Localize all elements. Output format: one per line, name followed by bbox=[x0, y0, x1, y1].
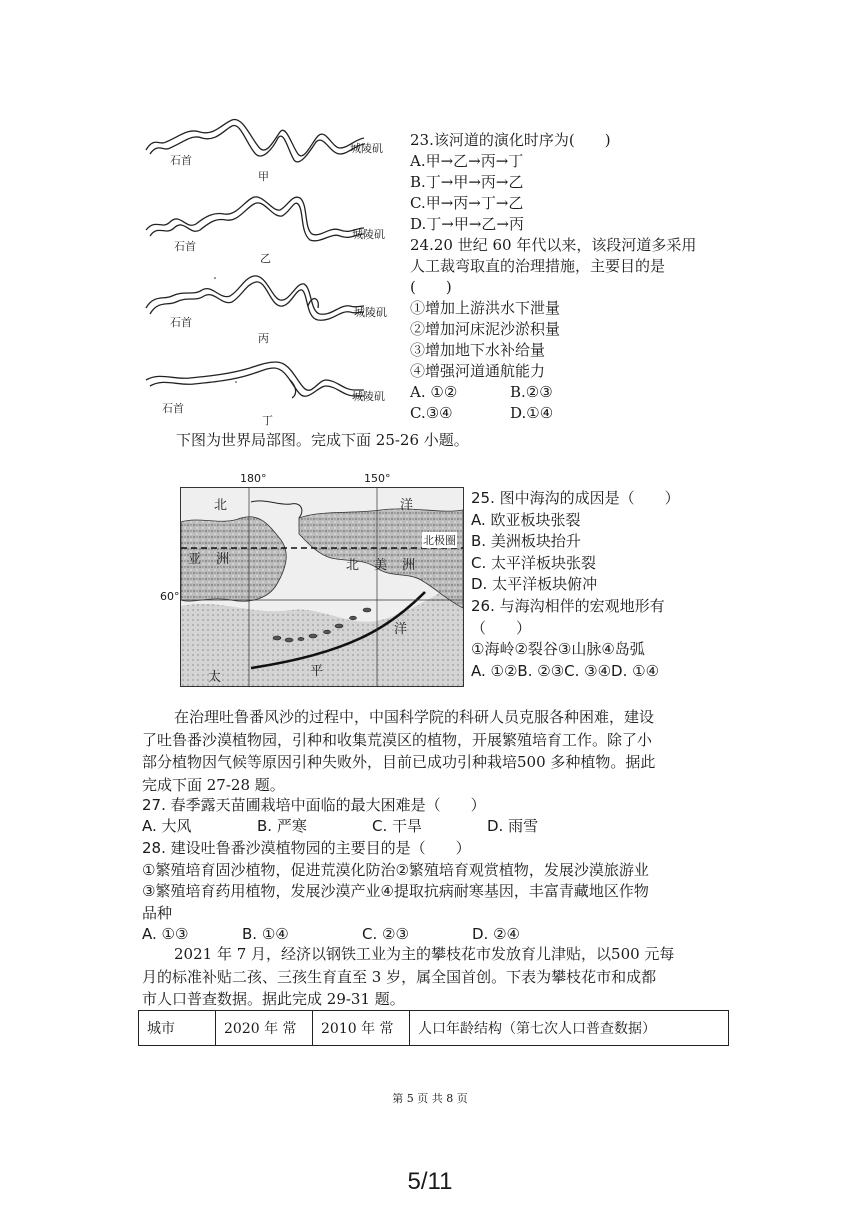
question-28 bbox=[142, 838, 649, 946]
river-channel-jia bbox=[146, 119, 364, 155]
map-place-label: 洲 bbox=[216, 552, 230, 567]
longitude-label: 150° bbox=[364, 472, 391, 485]
map-place-label: 美 bbox=[374, 558, 388, 573]
option-d: D.丁→甲→乙→丙 bbox=[410, 215, 524, 233]
map-place-label: 洋 bbox=[400, 498, 414, 513]
statement-item: ①增加上游洪水下泄量 bbox=[410, 299, 561, 317]
option-a: A.甲→乙→丙→丁 bbox=[410, 152, 524, 170]
statement-line: 品种 bbox=[142, 903, 173, 922]
option-b: B. 严寒 bbox=[257, 817, 307, 835]
panel-label-bing: 丙 bbox=[258, 332, 269, 345]
panel-label-ding: 丁 bbox=[262, 414, 273, 427]
question-stem: 25. 图中海沟的成因是（ ） bbox=[471, 489, 680, 507]
river-diagram bbox=[140, 118, 405, 430]
arctic-circle-label: 北极圈 bbox=[423, 534, 456, 547]
table-header-cell: 2010 年 常 bbox=[313, 1011, 410, 1046]
options-row bbox=[410, 403, 696, 424]
option-c: C. ②③ bbox=[362, 925, 409, 943]
question-stem: 27. 春季露天苗圃栽培中面临的最大困难是（ ） bbox=[142, 796, 486, 814]
option-c: C.③④ bbox=[410, 404, 453, 422]
panzhihua-passage bbox=[142, 943, 732, 1011]
panel-label-yi: 乙 bbox=[260, 252, 271, 265]
question-25 bbox=[471, 488, 680, 596]
longitude-label: 180° bbox=[240, 472, 267, 485]
question-stem-line: ( ) bbox=[410, 278, 452, 296]
option-c: C. 干旱 bbox=[372, 817, 423, 835]
passage-line: 了吐鲁番沙漠植物园，引种和收集荒漠区的植物，开展繁殖培育工作。除了小 bbox=[142, 730, 653, 749]
river-end-label: 城陵矶 bbox=[354, 306, 387, 319]
question-24 bbox=[410, 235, 696, 424]
passage-line: 部分植物因气候等原因引种失败外，目前已成功引种栽培500 多种植物。据此 bbox=[142, 753, 656, 771]
map-graphic bbox=[181, 488, 463, 686]
statement-item: ②增加河床泥沙淤积量 bbox=[410, 320, 561, 338]
statement-item: ④增强河道通航能力 bbox=[410, 362, 546, 380]
map-place-label: 洲 bbox=[402, 558, 416, 573]
river-end-label: 城陵矶 bbox=[352, 228, 385, 241]
option-d: D.①④ bbox=[510, 404, 554, 422]
census-table bbox=[138, 1010, 729, 1046]
option-c: C.甲→丙→丁→乙 bbox=[410, 194, 524, 212]
options-row: A. ①②B. ②③C. ③④D. ①④ bbox=[471, 661, 660, 680]
question-stem: 23.该河道的演化时序为( ) bbox=[410, 131, 611, 149]
question-26 bbox=[471, 596, 665, 682]
river-start-label: 石首 bbox=[162, 402, 184, 415]
question-23 bbox=[410, 130, 611, 235]
river-start-label: 石首 bbox=[170, 154, 192, 167]
table-header-row bbox=[139, 1011, 729, 1046]
map-place-label: 太 bbox=[208, 670, 222, 685]
passage-line: 市人口普查数据。据此完成 29-31 题。 bbox=[142, 990, 405, 1008]
latitude-label: 60° bbox=[160, 590, 180, 603]
option-b: B.丁→甲→丙→乙 bbox=[410, 173, 524, 191]
option-a: A. 大风 bbox=[142, 817, 192, 835]
option-d: D. 太平洋板块俯冲 bbox=[471, 575, 598, 593]
map-place-label: 北 bbox=[346, 558, 360, 573]
table-header-cell: 2020 年 常 bbox=[216, 1011, 313, 1046]
river-channel-ding bbox=[146, 362, 364, 390]
page-counter: 5/11 bbox=[407, 1168, 453, 1195]
river-start-label: 石首 bbox=[174, 240, 196, 253]
map-place-label: 亚 bbox=[188, 552, 202, 567]
question-stem-line: 人工裁弯取直的治理措施，主要目的是 bbox=[410, 257, 666, 275]
passage-line: 月的标准补贴二孩、三孩生育直至 3 岁，属全国首创。下表为攀枝花市和成都 bbox=[142, 967, 657, 986]
river-end-label: 城陵矶 bbox=[350, 142, 383, 155]
map-place-label: 平 bbox=[310, 664, 324, 679]
world-map bbox=[160, 470, 465, 688]
map-place-label: 洋 bbox=[394, 622, 408, 637]
question-stem: 28. 建设吐鲁番沙漠植物园的主要目的是（ ） bbox=[142, 839, 471, 857]
river-end-label: 城陵矶 bbox=[352, 390, 385, 403]
option-c: C. 太平洋板块张裂 bbox=[471, 553, 597, 572]
map-place-label: 北 bbox=[214, 498, 228, 513]
option-b: B. 美洲板块抬升 bbox=[471, 532, 581, 550]
river-channel-yi bbox=[146, 197, 364, 235]
passage-line: 在治理吐鲁番风沙的过程中，中国科学院的科研人员克服各种困难，建设 bbox=[174, 708, 655, 726]
answer-paren: （ ） bbox=[471, 618, 532, 637]
statement-items: ①海岭②裂谷③山脉④岛弧 bbox=[471, 640, 645, 658]
passage-line: 2021 年 7 月，经济以钢铁工业为主的攀枝花市发放育儿津贴，以500 元每 bbox=[174, 945, 675, 963]
table-header-cell: 城市 bbox=[139, 1011, 216, 1046]
question-stem: 26. 与海沟相伴的宏观地形有 bbox=[471, 597, 665, 615]
option-a: A. ①② bbox=[410, 383, 458, 401]
options-row bbox=[142, 816, 538, 837]
option-a: A. ①③ bbox=[142, 925, 189, 943]
option-b: B. ①④ bbox=[242, 925, 289, 943]
panel-label-jia: 甲 bbox=[258, 170, 269, 183]
statement-item: ③增加地下水补给量 bbox=[410, 341, 546, 359]
page-info: 第 5 页 共 8 页 bbox=[392, 1092, 468, 1105]
option-d: D. 雨雪 bbox=[487, 817, 539, 835]
table-header-cell: 人口年龄结构（第七次人口普查数据） bbox=[410, 1011, 729, 1046]
option-a: A. 欧亚板块张裂 bbox=[471, 510, 581, 529]
passage-line: 完成下面 27-28 题。 bbox=[142, 775, 285, 794]
turpan-passage bbox=[142, 706, 722, 796]
question-27 bbox=[142, 795, 538, 837]
map-intro: 下图为世界局部图。完成下面 25-26 小题。 bbox=[176, 431, 469, 449]
option-d: D. ②④ bbox=[472, 925, 520, 943]
options-row bbox=[410, 382, 696, 403]
question-stem-line: 24.20 世纪 60 年代以来，该段河道多采用 bbox=[410, 236, 697, 254]
statement-line: ③繁殖培育药用植物，发展沙漠产业④提取抗病耐寒基因，丰富青藏地区作物 bbox=[142, 882, 649, 900]
river-start-label: 石首 bbox=[170, 316, 192, 329]
statement-line: ①繁殖培育固沙植物，促进荒漠化防治②繁殖培育观赏植物，发展沙漠旅游业 bbox=[142, 860, 649, 879]
map-frame bbox=[180, 487, 464, 687]
option-b: B.②③ bbox=[510, 383, 553, 401]
